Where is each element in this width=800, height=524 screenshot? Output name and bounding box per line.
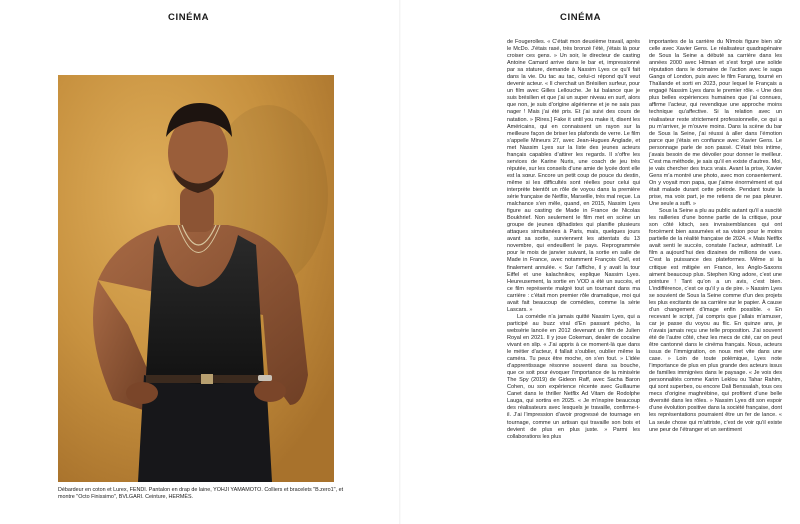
article-column-1: [507, 39, 640, 521]
section-label-right: CINÉMA: [560, 12, 602, 23]
article-paragraph: Sous la Seine a plu au public autant qu’il a suscité les railleries d’une bonne partie de la critique, pour son côté kitsch, ses invraisemblances qui ont forcément bien assumées et sa vision pour le moins partielle de la réalité française de 2024. « Mais Netflix avait senti le succès, constate l’acteur, admiratif. Le film a aujourd’hui des dizaines de millions de vues. C’est la puissance des plateformes. Même si la critique est mitigée en France, les Anglo-Saxons aiment beaucoup plus. Stephen King adore, c’est une pointure ! Tant qu’on a un avis, c’est bien. L’indifférence, c’est ce qu’il y a de pire. » Nassim Lyes se souvient de Sous la Seine comme d’un des projets les plus excitants de sa carrière sur le papier. À cause d’un changement d’image enfin possible. « En recevant le script, j’ai compris que j’allais m’amuser, car je passe du voyou au flic. En quinze ans, je n’avais jamais reçu une telle proposition. J’ai souvent été de l’autre côté, chez les mecs de cité, car on peut être cantonné dans le cinéma français. Nous, acteurs issus de l’immigration, on nous met vite dans une case. » Loin de toute polémique, Lyes note l’importance de plus en plus grande des acteurs issus de familles immigrées dans le paysage. « Je vois des personnalités comme Karim Leklou ou Tahar Rahim, qui sont superbes, ou encore Dali Benssalah, tous ces mecs d’origine maghrébine, qui profitent d’une belle diversité dans les rôles. » Nassim Lyes dit son espoir d’une évolution positive dans la société française, dont les représentations pourraient être un fer de lance. « La seule chose qui m’attriste, c’est de voir qu’il existe une peur de l’étranger et un sentiment: [649, 208, 782, 433]
portrait-photo: [58, 75, 334, 482]
right-page: [400, 0, 800, 524]
portrait-illustration: [58, 75, 334, 482]
article-paragraph: de Fougerolles. « C’était mon deuxième travail, après le McDo. J’étais rasé, très bronzé l’été, j’étais là pour croiser ces gens. » Un soir, le directeur de casting Antoine Camard arrive dans le bar et, impressionné par sa stature, demande à Nassim Lyes ce qu’il fait dans la vie. Du tac au tac, celui-ci répond qu’il veut devenir acteur. « Il cherchait un Brésilien surfeur, pour un film avec Gilles Lellouche. Je lui balance que je suis brésilien et que j’ai un super niveau en surf, alors que non, je suis d’origine algérienne et je ne sais pas nager ! Mais j’ai été pris. Et j’ai suivi des cours de natation. » [Rires.] Fake it until you make it, disent les Américains, qui en connaissent un rayon sur la meilleure façon de briser les plafonds de verre. Le film s’appelle Mineurs 27, avec Jean-Hugues Anglade, et met Nassim Lyes sur la liste des jeunes acteurs français capables d’attirer les regards. Il s’offre les services de Karine Nuris, une coach de jeu très réputée, sur les conseils d’une amie de lycée dont elle est la sœur. Encore un petit coup de pouce du destin, même si les difficultés sont réelles pour celui qui interprète bientôt un rôle de voyou dans la première série française de Netflix, Marseille, très mal reçue. La malchance s’en mêle, quand, en 2015, Nassim Lyes figure au casting de Made in France de Nicolas Boukhrief. Non seulement le film met en scène un groupe de jeunes djihadistes qui planifie plusieurs attaques simultanées à Paris, mais, quelques jours avant sa sortie, surviennent les attentats du 13 novembre, qui endeuillent le pays. Reprogrammée pour le mois de janvier suivant, la sortie en salle de Made in France, avec notamment François Civil, est finalement annulée. « Sur l’affiche, il y avait la tour Eiffel et une kalachnikov, explique Nassim Lyes. Heureusement, la sortie en VOD a été un succès, et ce film représente malgré tout un tournant dans ma carrière : c’était mon premier rôle dramatique, moi qui avait fait beaucoup de comédies, comme la série Lascars. »: [507, 39, 640, 313]
article-paragraph: La comédie n’a jamais quitté Nassim Lyes, qui a participé au buzz viral d’En passant pécho, la websérie lancée en 2012 devenant un film de Julien Royal en 2021. Il y joue Cokeman, dealer de cocaïne vivant en slip. « J’ai appris à ce moment-là que dans le métier d’acteur, il fallait s’oublier, oublier même la caméra. Tu peux être moche, on s’en fout. » L’idée d’apprentissage résonne souvent dans sa bouche, que ce soit pour évoquer l’importance de la minisérie The Spy (2019) de Gideon Raff, avec Sacha Baron Cohen, ou son expérience récente avec Guillaume Canet dans le thriller Netflix Ad Vitam de Rodolphe Lauga, qui sortira en 2025. « Je m’inspire beaucoup des réalisateurs avec lesquels je travaille, confirme-t-il. J’ai l’impression d’avoir progressé de tournage en tournage, comme un artisan qui travaille son bois et devient de plus en plus juste. » Parmi les collaborations les plus: [507, 313, 640, 440]
photo-caption: Débardeur en coton et Lurex, FENDI. Pantalon en drap de laine, YOHJI YAMAMOTO. Colliers et bracelets "B.zero1", et montre "Octo Finissimo", BVLGARI. Ceinture, HERMÈS.: [58, 487, 344, 500]
article-paragraph: importantes de la carrière du Nîmois figure bien sûr celle avec Xavier Gens. Le réalisateur quadragénaire de Sous la Seine a débuté sa carrière dans les années 2000 avec Hitman et s’est forgé une solide réputation dans le domaine de l’action avec le saga Gangs of London, puis avec le film Farang, tourné en Thaïlande et sorti en 2023, pour lequel le Français a engagé Nassim Lyes dans le premier rôle. « Une des plus belles expériences humaines que j’ai connues, affirme l’acteur, qui revendique une approche moins technique qu’affective. Si la relation avec un réalisateur reste strictement professionnelle, ce qui a pu m’arriver, je m’ouvre moins. Dans la scène du bar de Sous la Seine, j’ai réussi à aller dans l’émotion parce que j’étais en confiance avec Xavier Gens. Le personnage parle de son passé. C’était très intime, j’avais besoin de me dévoiler pour donner le meilleur. C’est ma méthode, je sais qu’il en existe d’autres. Moi, je vais chercher des trucs vrais. Avant la prise, Xavier Gens m’a montré une photo, avec mon consentement. On y voyait mon papa, que j’aime énormément et qui était malade durant cette période. Pendant toute la prise, ma voix part, je me retiens de ne pas pleurer. Une seule a suffi. »: [649, 39, 782, 208]
article-column-2: [649, 39, 782, 521]
section-label-left: CINÉMA: [168, 12, 210, 23]
